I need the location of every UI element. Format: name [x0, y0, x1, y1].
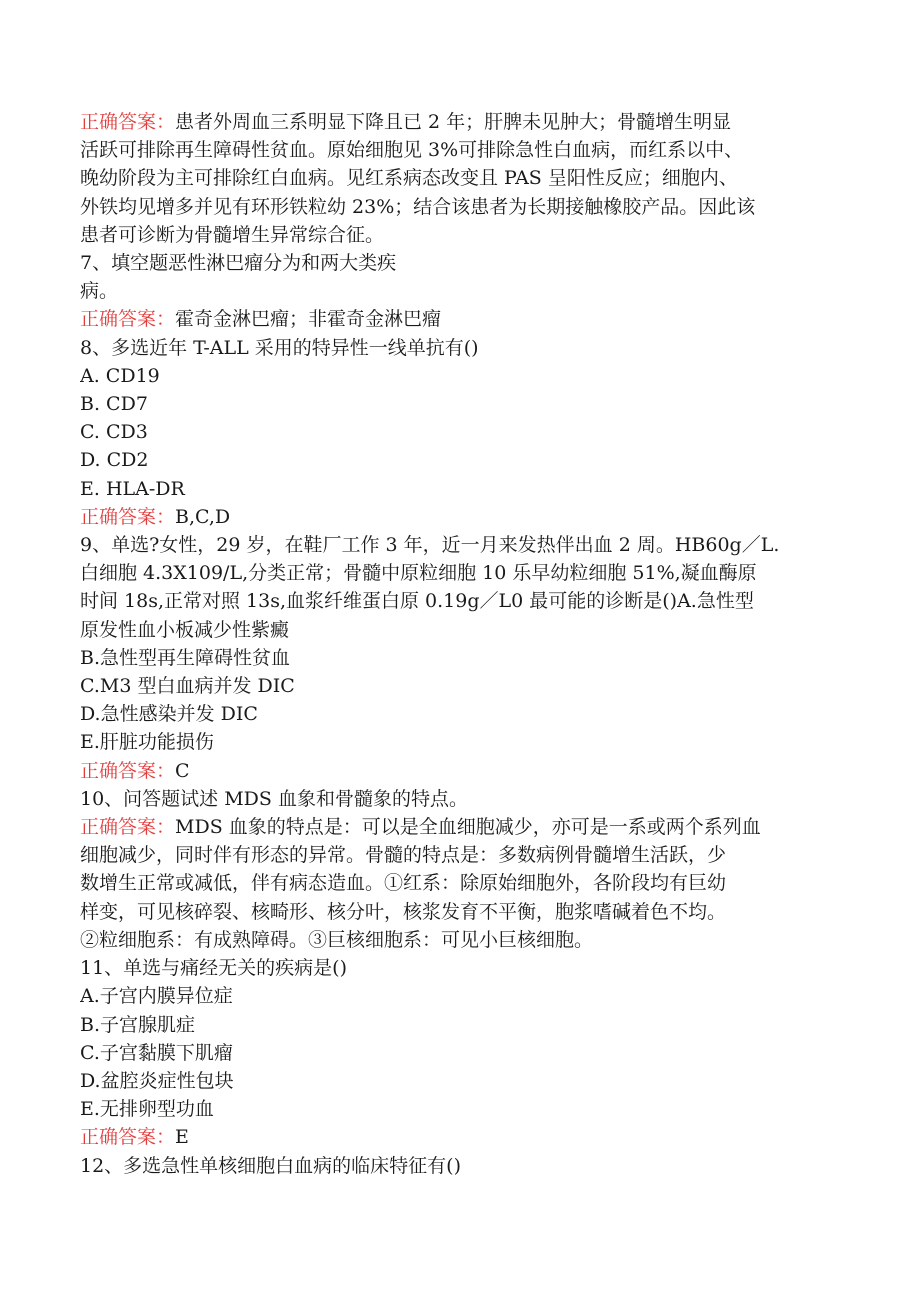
- line-text: 时间 18s,正常对照 13s,血浆纤维蛋白原 0.19g／L0 最可能的诊断是()A.急性型: [80, 590, 754, 613]
- text-line: [80, 785, 840, 813]
- text-line: [80, 672, 840, 700]
- line-text: MDS 血象的特点是：可以是全血细胞减少，亦可是一系或两个系列血: [175, 816, 761, 839]
- line-text: D.盆腔炎症性包块: [80, 1069, 234, 1092]
- line-text: A.子宫内膜异位症: [80, 985, 233, 1008]
- text-line: [80, 1067, 840, 1095]
- line-text: 原发性血小板减少性紫癜: [80, 618, 290, 641]
- answer-label: 正确答案：: [80, 759, 176, 782]
- line-text: 晚幼阶段为主可排除红白血病。见红系病态改变且 PAS 呈阳性反应；细胞内、: [80, 167, 738, 190]
- line-text: C. CD3: [80, 421, 148, 444]
- line-text: B,C,D: [175, 505, 231, 528]
- text-line: [80, 1039, 840, 1067]
- line-text: 患者外周血三系明显下降且已 2 年；肝脾未见肿大；骨髓增生明显: [175, 111, 732, 133]
- answer-line: [80, 503, 840, 531]
- answer-line: [80, 305, 840, 333]
- line-text: 7、填空题恶性淋巴瘤分为和两大类疾: [80, 252, 397, 275]
- line-text: E: [175, 1126, 189, 1149]
- answer-label: 正确答案：: [80, 308, 176, 331]
- text-line: [80, 221, 840, 249]
- text-line: [80, 249, 840, 277]
- answer-line: [80, 1123, 840, 1151]
- document-page: [80, 108, 840, 1180]
- answer-label: 正确答案：: [80, 816, 176, 839]
- line-text: ②粒细胞系：有成熟障碍。③巨核细胞系：可见小巨核细胞。: [80, 928, 594, 951]
- line-text: C.子宫黏膜下肌瘤: [80, 1041, 233, 1064]
- line-text: 白细胞 4.3X109/L,分类正常；骨髓中原粒细胞 10 乐早幼粒细胞 51%,凝血酶原: [80, 562, 757, 585]
- line-text: 细胞减少，同时伴有形态的异常。骨髓的特点是：多数病例骨髓增生活跃，少: [80, 844, 727, 867]
- text-line: [80, 531, 840, 559]
- text-line: [80, 926, 840, 954]
- line-text: E.肝脏功能损伤: [80, 731, 214, 754]
- text-line: [80, 587, 840, 615]
- line-text: B. CD7: [80, 393, 148, 416]
- line-text: 10、问答题试述 MDS 血象和骨髓象的特点。: [80, 787, 468, 810]
- text-line: [80, 1152, 840, 1180]
- line-text: D. CD2: [80, 449, 149, 472]
- text-line: [80, 644, 840, 672]
- line-text: 霍奇金淋巴瘤；非霍奇金淋巴瘤: [175, 308, 442, 331]
- text-line: [80, 728, 840, 756]
- text-line: [80, 616, 840, 644]
- answer-line: [80, 108, 840, 136]
- text-line: [80, 1011, 840, 1039]
- line-text: B.急性型再生障碍性贫血: [80, 646, 291, 669]
- line-text: C.M3 型白血病并发 DIC: [80, 675, 295, 698]
- line-text: E.无排卵型功血: [80, 1098, 214, 1121]
- answer-line: [80, 757, 840, 785]
- line-text: D.急性感染并发 DIC: [80, 703, 258, 726]
- text-line: [80, 334, 840, 362]
- answer-label: 正确答案：: [80, 1126, 176, 1149]
- line-text: 8、多选近年 T-ALL 采用的特异性一线单抗有(): [80, 336, 479, 359]
- text-line: [80, 982, 840, 1010]
- line-text: 12、多选急性单核细胞白血病的临床特征有(): [80, 1154, 462, 1177]
- text-line: [80, 418, 840, 446]
- line-text: 外铁均见增多并见有环形铁粒幼 23%；结合该患者为长期接触橡胶产品。因此该: [80, 195, 756, 218]
- text-line: [80, 164, 840, 192]
- text-line: [80, 898, 840, 926]
- line-text: 活跃可排除再生障碍性贫血。原始细胞见 3%可排除急性白血病，而红系以中、: [80, 139, 744, 162]
- line-text: A. CD19: [80, 364, 160, 387]
- text-line: [80, 1095, 840, 1123]
- line-text: 病。: [80, 280, 119, 303]
- line-text: 患者可诊断为骨髓增生异常综合征。: [80, 223, 385, 246]
- text-line: [80, 841, 840, 869]
- line-text: B.子宫腺肌症: [80, 1013, 196, 1036]
- text-line: [80, 559, 840, 587]
- text-line: [80, 446, 840, 474]
- text-line: [80, 954, 840, 982]
- answer-label: 正确答案：: [80, 505, 176, 528]
- text-line: [80, 869, 840, 897]
- answer-line: [80, 813, 840, 841]
- line-text: C: [175, 759, 190, 782]
- text-line: [80, 193, 840, 221]
- line-text: 样变，可见核碎裂、核畸形、核分叶，核浆发育不平衡，胞浆嗜碱着色不均。: [80, 900, 727, 923]
- text-line: [80, 475, 840, 503]
- line-text: 数增生正常或减低，伴有病态造血。①红系：除原始细胞外，各阶段均有巨幼: [80, 872, 727, 895]
- line-text: 11、单选与痛经无关的疾病是(): [80, 957, 348, 980]
- text-line: [80, 362, 840, 390]
- line-text: E. HLA-DR: [80, 477, 185, 500]
- answer-label: 正确答案：: [80, 111, 176, 133]
- text-line: [80, 136, 840, 164]
- text-line: [80, 390, 840, 418]
- text-line: [80, 700, 840, 728]
- text-line: [80, 277, 840, 305]
- line-text: 9、单选?女性，29 岁，在鞋厂工作 3 年，近一月来发热伴出血 2 周。HB60g／L.: [80, 534, 780, 557]
